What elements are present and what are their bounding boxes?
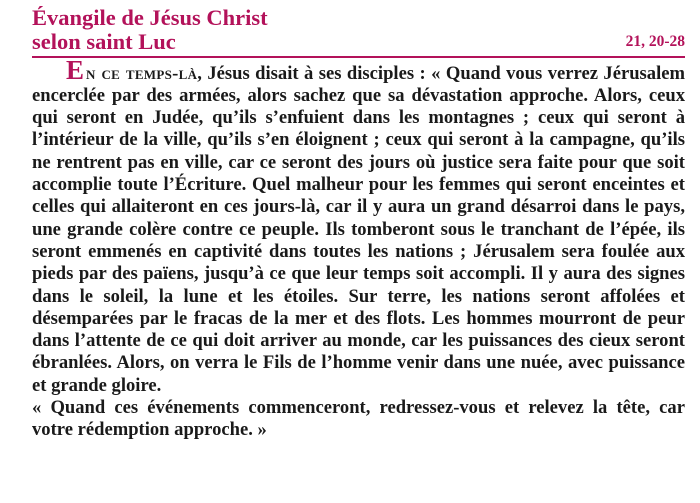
opening-smallcaps: n ce temps-là xyxy=(86,62,198,84)
title-rule xyxy=(32,56,685,58)
gospel-title-line1: Évangile de Jésus Christ xyxy=(32,5,268,30)
paragraph-1 xyxy=(32,54,685,397)
drop-cap: E xyxy=(66,54,85,85)
gospel-title-line2: selon saint Luc xyxy=(32,29,176,54)
gospel-reading xyxy=(32,6,685,442)
paragraph-2: « Quand ces événements commenceront, redressez-vous et relevez la tête, car votre rédemption approche. » xyxy=(32,397,685,441)
gospel-text xyxy=(32,54,685,442)
scripture-reference: 21, 20-28 xyxy=(625,33,685,50)
title-row xyxy=(32,30,685,54)
paragraph-1-text: , Jésus disait à ses disciples : « Quand vous verrez Jérusalem encerclée par des armées, alors sachez que sa dévastation approche. Alors, ceux qui seront en Judée, qu’ils s’enfuient dans les montagnes ; ceux qui seront à l’intérieur de la ville, qu’ils s’en éloignent ; ceux qui seront à la campagne, qu’ils ne rentrent pas en ville, car ce seront des jours où justice sera faite pour que soit accomplie toute l’Écriture. Quel malheur pour les femmes qui seront enceintes et celles qui allaiteront en ces jours-là, car il y aura un grand désarroi dans le pays, une grande colère contre ce peuple. Ils tomberont sous le tranchant de l’épée, ils seront emmenés en captivité dans toutes les nations ; Jérusalem sera foulée aux pieds par des païens, jusqu’à ce que leur temps soit accompli. Il y aura des signes dans le soleil, la lune et les étoiles. Sur terre, les nations seront affolées et désemparées par le fracas de la mer et des flots. Les hommes mourront de peur dans l’attente de ce qui doit arriver au monde, car les puissances des cieux seront ébranlées. Alors, on verra le Fils de l’homme venir dans une nuée, avec puissance et grande gloire. xyxy=(32,62,685,396)
